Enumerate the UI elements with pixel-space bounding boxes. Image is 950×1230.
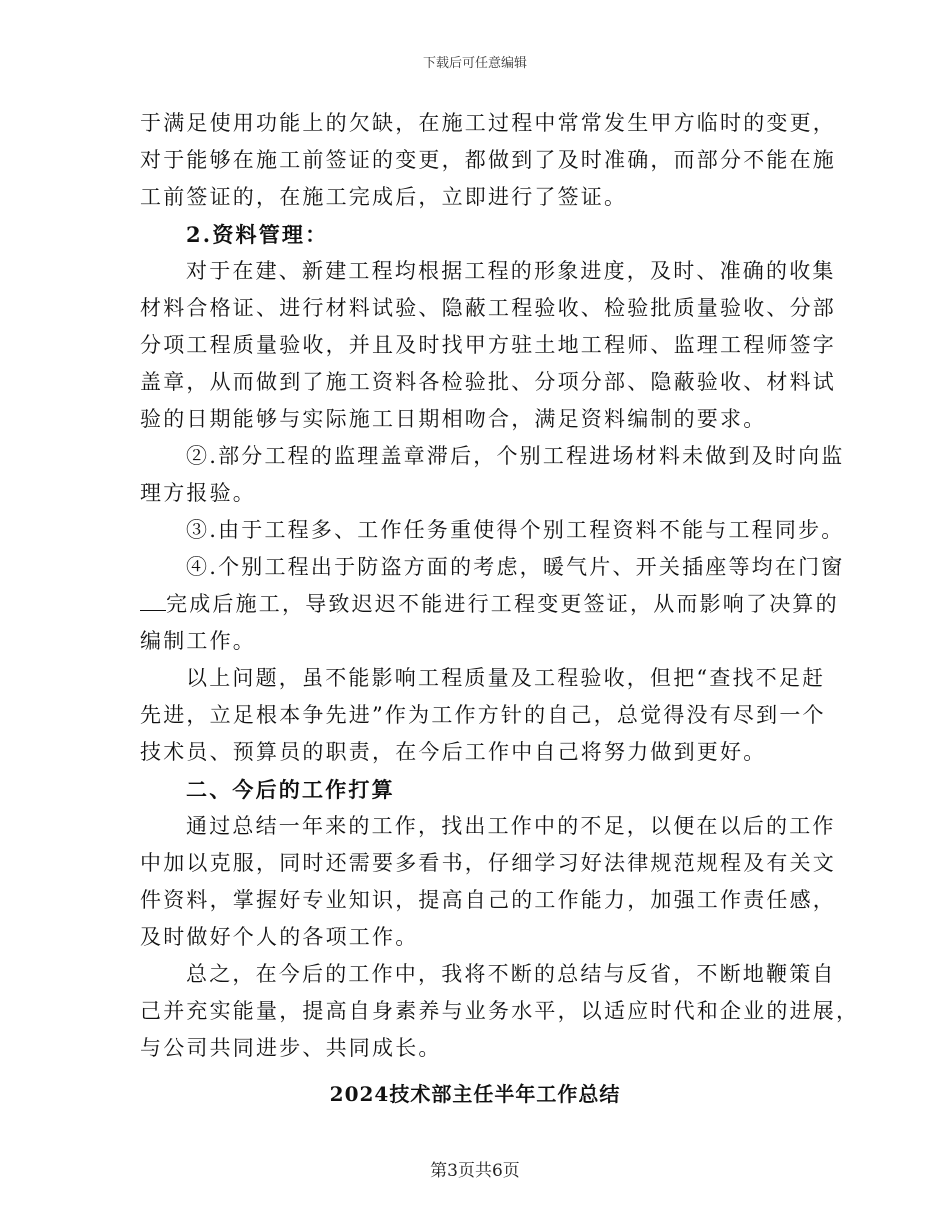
paragraph-line: 分项工程质量验收，并且及时找甲方驻土地工程师、监理工程师签字 [140, 333, 836, 357]
fill-in-blank [140, 592, 166, 611]
paragraph-line: 验的日期能够与实际施工日期相吻合，满足资料编制的要求。 [140, 407, 767, 431]
paragraph-line: 工前签证的，在施工完成后，立即进行了签证。 [140, 185, 628, 209]
paragraph-line: 盖章，从而做到了施工资料各检验批、分项分部、隐蔽验收、材料试 [140, 370, 836, 394]
paragraph-line: 材料合格证、进行材料试验、隐蔽工程验收、检验批质量验收、分部 [140, 296, 836, 320]
paragraph-line: ④.个别工程出于防盗方面的考虑，暖气片、开关插座等均在门窗 [186, 555, 845, 579]
section-heading: 二、今后的工作打算 [186, 777, 395, 802]
next-document-title: 2024技术部主任半年工作总结 [329, 1082, 621, 1106]
paragraph-line: 对于能够在施工前签证的变更，都做到了及时准确，而部分不能在施 [140, 148, 836, 172]
paragraph-line: 件资料，掌握好专业知识，提高自己的工作能力，加强工作责任感， [140, 888, 836, 912]
paragraph-line: 先进，立足根本争先进”作为工作方针的自己，总觉得没有尽到一个 [140, 703, 826, 727]
paragraph-line: 于满足使用功能上的欠缺，在施工过程中常常发生甲方临时的变更， [140, 111, 836, 135]
paragraph-line: 总之，在今后的工作中，我将不断的总结与反省，不断地鞭策自 [186, 962, 836, 986]
paragraph-line: 及时做好个人的各项工作。 [140, 925, 419, 949]
paragraph-line: 通过总结一年来的工作，找出工作中的不足，以便在以后的工作 [186, 814, 836, 838]
page-header-note: 下载后可任意编辑 [422, 56, 527, 71]
paragraph-line: 对于在建、新建工程均根据工程的形象进度，及时、准确的收集 [186, 259, 836, 283]
paragraph-line: ②.部分工程的监理盖章滞后，个别工程进场材料未做到及时向监 [186, 444, 845, 468]
paragraph-line: ③.由于工程多、工作任务重使得个别工程资料不能与工程同步。 [186, 518, 845, 542]
paragraph-line: 以上问题，虽不能影响工程质量及工程验收，但把“查找不足赶 [186, 666, 826, 690]
paragraph-line: 编制工作。 [140, 629, 256, 653]
section-heading: 2.资料管理： [186, 222, 329, 247]
paragraph-line: 技术员、预算员的职责，在今后工作中自己将努力做到更好。 [140, 740, 767, 764]
paragraph-line: 中加以克服，同时还需要多看书，仔细学习好法律规范规程及有关文 [140, 851, 836, 875]
paragraph-line: 己并充实能量，提高自身素养与业务水平，以适应时代和企业的进展， [140, 999, 860, 1023]
paragraph-line-text: 完成后施工，导致迟迟不能进行工程变更签证，从而影响了决算的 [166, 592, 839, 616]
paragraph-line-with-blank [140, 586, 839, 623]
paragraph-line: 理方报验。 [140, 481, 256, 505]
document-body [140, 105, 860, 1067]
page-number: 第3页共6页 [430, 1161, 520, 1181]
paragraph-line: 与公司共同进步、共同成长。 [140, 1036, 442, 1060]
